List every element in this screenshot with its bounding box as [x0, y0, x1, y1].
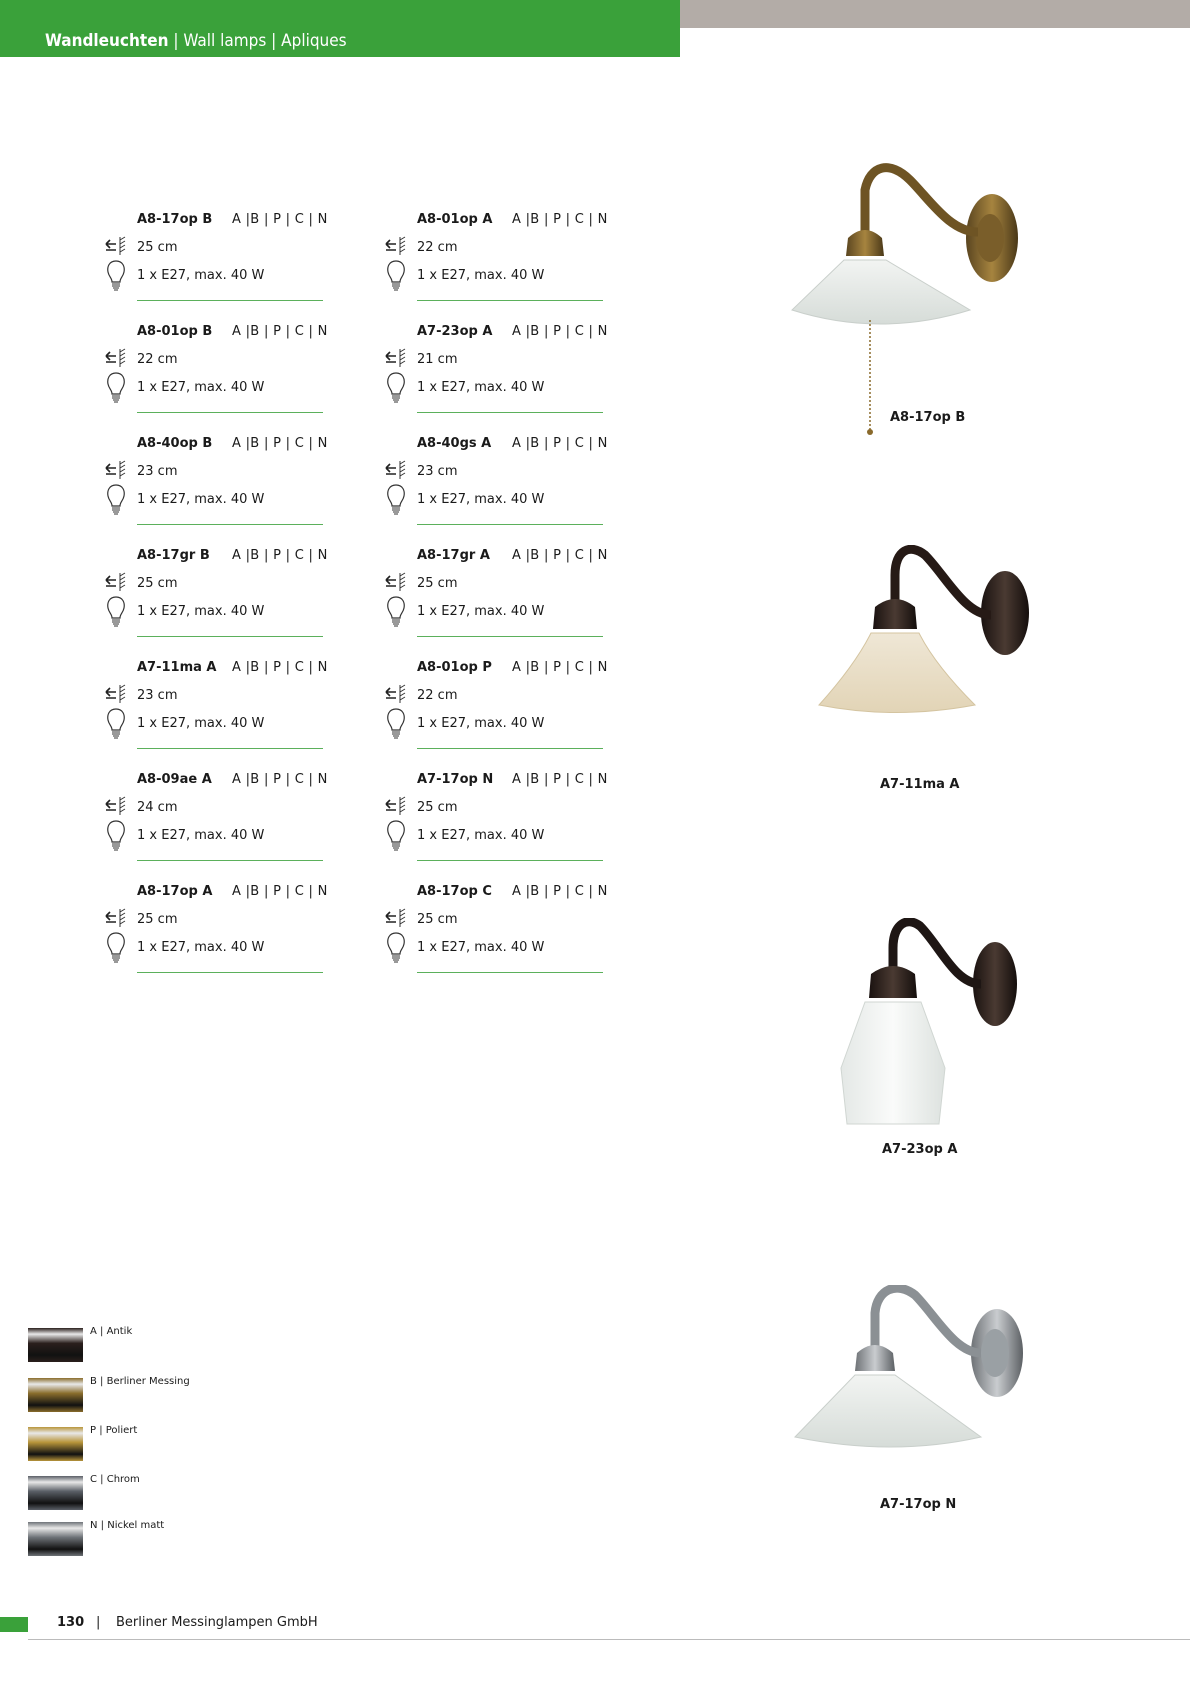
product-variants: A |B | P | C | N [512, 772, 608, 787]
header-accent-bar [680, 0, 1190, 28]
lamp-label: A7-11ma A [880, 777, 960, 792]
bulb-icon [106, 484, 126, 516]
product-variants: A |B | P | C | N [232, 548, 328, 563]
product-power: 1 x E27, max. 40 W [417, 716, 545, 731]
product-item [384, 884, 624, 996]
product-power: 1 x E27, max. 40 W [417, 940, 545, 955]
finish-label: N | Nickel matt [90, 1520, 165, 1531]
product-power: 1 x E27, max. 40 W [417, 604, 545, 619]
product-dimension: 22 cm [417, 240, 458, 255]
product-item [384, 772, 624, 884]
product-dimension: 21 cm [417, 352, 458, 367]
product-power: 1 x E27, max. 40 W [417, 380, 545, 395]
footer-bar [0, 1617, 28, 1632]
product-power: 1 x E27, max. 40 W [417, 828, 545, 843]
item-divider [137, 748, 323, 749]
bulb-icon [386, 932, 406, 964]
product-dimension: 23 cm [137, 688, 178, 703]
product-item [384, 212, 624, 324]
product-variants: A |B | P | C | N [512, 436, 608, 451]
product-variants: A |B | P | C | N [512, 212, 608, 227]
projection-icon [104, 684, 128, 704]
product-power: 1 x E27, max. 40 W [417, 268, 545, 283]
footer-separator: | [96, 1615, 101, 1630]
product-dimension: 22 cm [417, 688, 458, 703]
item-divider [417, 300, 603, 301]
lamp-label: A7-17op N [880, 1497, 957, 1512]
finish-label: A | Antik [90, 1326, 133, 1337]
bulb-icon [386, 484, 406, 516]
bulb-icon [106, 260, 126, 292]
bulb-icon [386, 260, 406, 292]
bulb-icon [106, 820, 126, 852]
bulb-icon [106, 596, 126, 628]
lamp-label: A7-23op A [882, 1142, 958, 1157]
product-power: 1 x E27, max. 40 W [137, 492, 265, 507]
product-power: 1 x E27, max. 40 W [137, 940, 265, 955]
product-power: 1 x E27, max. 40 W [137, 828, 265, 843]
product-item [104, 772, 344, 884]
product-code: A8-09ae A [137, 772, 212, 787]
product-dimension: 23 cm [417, 464, 458, 479]
projection-icon [384, 796, 408, 816]
product-code: A8-40op B [137, 436, 213, 451]
product-code: A8-01op A [417, 212, 493, 227]
product-dimension: 25 cm [137, 912, 178, 927]
product-code: A8-17op C [417, 884, 492, 899]
bulb-icon [106, 372, 126, 404]
product-item [104, 548, 344, 660]
product-item [104, 436, 344, 548]
product-code: A8-17op B [137, 212, 213, 227]
product-code: A8-01op P [417, 660, 492, 675]
finish-swatch [28, 1328, 83, 1362]
item-divider [417, 748, 603, 749]
projection-icon [384, 684, 408, 704]
projection-icon [384, 348, 408, 368]
product-dimension: 25 cm [417, 800, 458, 815]
projection-icon [104, 348, 128, 368]
product-item [384, 660, 624, 772]
product-code: A8-01op B [137, 324, 213, 339]
product-code: A7-23op A [417, 324, 493, 339]
item-divider [137, 412, 323, 413]
product-dimension: 25 cm [417, 576, 458, 591]
projection-icon [104, 460, 128, 480]
lamp-photo-a7-23op-a [835, 918, 1035, 1133]
projection-icon [384, 908, 408, 928]
item-divider [417, 860, 603, 861]
lamp-photo-a7-11ma-a [815, 545, 1045, 725]
product-item [104, 884, 344, 996]
bulb-icon [386, 372, 406, 404]
projection-icon [104, 796, 128, 816]
product-item [384, 436, 624, 548]
bulb-icon [386, 596, 406, 628]
finish-label: C | Chrom [90, 1474, 140, 1485]
bulb-icon [386, 820, 406, 852]
product-variants: A |B | P | C | N [232, 660, 328, 675]
projection-icon [104, 908, 128, 928]
projection-icon [384, 460, 408, 480]
company-name: Berliner Messinglampen GmbH [116, 1615, 318, 1630]
projection-icon [104, 236, 128, 256]
product-dimension: 24 cm [137, 800, 178, 815]
product-power: 1 x E27, max. 40 W [137, 380, 265, 395]
product-power: 1 x E27, max. 40 W [137, 268, 265, 283]
finish-label: P | Poliert [90, 1425, 138, 1436]
item-divider [417, 636, 603, 637]
product-variants: A |B | P | C | N [512, 884, 608, 899]
item-divider [137, 636, 323, 637]
lamp-photo-a7-17op-n [785, 1285, 1035, 1455]
lamp-photo-a8-17op-b [780, 160, 1040, 440]
item-divider [417, 524, 603, 525]
footer-divider [28, 1639, 1190, 1640]
projection-icon [104, 572, 128, 592]
page-title [45, 31, 347, 51]
product-variants: A |B | P | C | N [512, 324, 608, 339]
product-item [104, 212, 344, 324]
finish-swatch [28, 1427, 83, 1461]
product-item [104, 324, 344, 436]
finish-label: B | Berliner Messing [90, 1376, 190, 1387]
product-variants: A |B | P | C | N [232, 436, 328, 451]
lamp-label: A8-17op B [890, 410, 966, 425]
item-divider [137, 972, 323, 973]
bulb-icon [386, 708, 406, 740]
product-code: A8-17gr A [417, 548, 490, 563]
projection-icon [384, 236, 408, 256]
product-dimension: 22 cm [137, 352, 178, 367]
product-dimension: 25 cm [137, 240, 178, 255]
product-item [104, 660, 344, 772]
item-divider [417, 972, 603, 973]
product-variants: A |B | P | C | N [232, 212, 328, 227]
product-item [384, 548, 624, 660]
finish-swatch [28, 1476, 83, 1510]
product-code: A7-11ma A [137, 660, 217, 675]
product-variants: A |B | P | C | N [512, 548, 608, 563]
page-title-rest: | Wall lamps | Apliques [168, 31, 347, 51]
product-variants: A |B | P | C | N [512, 660, 608, 675]
product-code: A8-17op A [137, 884, 213, 899]
product-item [384, 324, 624, 436]
product-dimension: 23 cm [137, 464, 178, 479]
product-code: A7-17op N [417, 772, 494, 787]
bulb-icon [106, 932, 126, 964]
page-title-bold: Wandleuchten [45, 31, 169, 51]
projection-icon [384, 572, 408, 592]
item-divider [137, 300, 323, 301]
product-power: 1 x E27, max. 40 W [417, 492, 545, 507]
product-power: 1 x E27, max. 40 W [137, 604, 265, 619]
product-code: A8-40gs A [417, 436, 492, 451]
product-variants: A |B | P | C | N [232, 324, 328, 339]
product-variants: A |B | P | C | N [232, 772, 328, 787]
bulb-icon [106, 708, 126, 740]
item-divider [137, 860, 323, 861]
product-dimension: 25 cm [417, 912, 458, 927]
product-code: A8-17gr B [137, 548, 210, 563]
product-power: 1 x E27, max. 40 W [137, 716, 265, 731]
page-number: 130 [57, 1615, 85, 1630]
item-divider [137, 524, 323, 525]
finish-swatch [28, 1522, 83, 1556]
item-divider [417, 412, 603, 413]
finish-swatch [28, 1378, 83, 1412]
product-dimension: 25 cm [137, 576, 178, 591]
product-variants: A |B | P | C | N [232, 884, 328, 899]
